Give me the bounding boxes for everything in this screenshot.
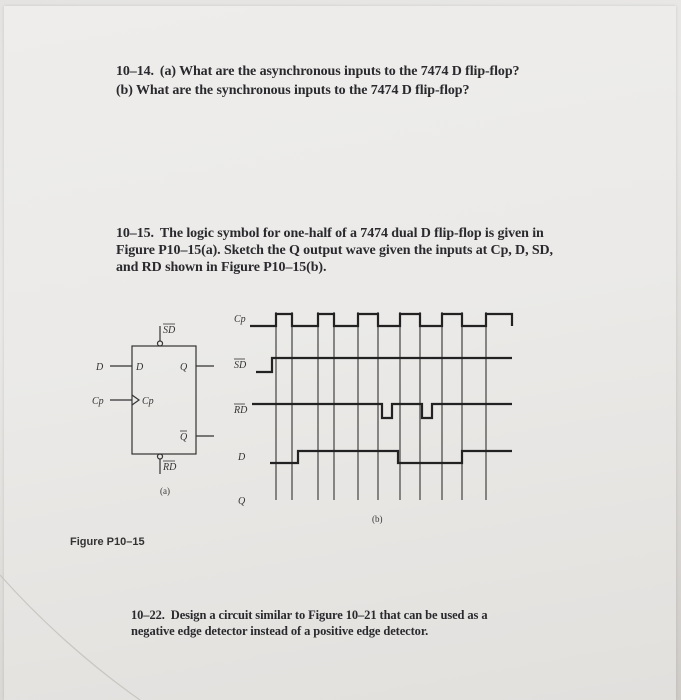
flip-flop-symbol bbox=[110, 326, 214, 474]
cp-pin-label: Cp bbox=[142, 396, 154, 407]
waveforms bbox=[250, 314, 512, 463]
problem-number: 10–15. bbox=[116, 226, 154, 241]
clock-triangle bbox=[132, 395, 139, 405]
cp-input-label: Cp bbox=[92, 396, 104, 407]
problem-number: 10–14. bbox=[116, 64, 154, 79]
signal-label-q: Q bbox=[238, 496, 246, 507]
rd-bubble bbox=[158, 454, 163, 459]
signal-label-cp: Cp bbox=[234, 314, 246, 325]
problem-text: (a) What are the asynchronous inputs to the 7474 D flip-flop? bbox=[159, 64, 520, 79]
d-pin-label: D bbox=[136, 362, 144, 373]
part-a-caption: (a) bbox=[160, 486, 170, 496]
signal-label-d: D bbox=[238, 452, 246, 463]
problem-10-22-line-2: negative edge detector instead of a positive edge detector. bbox=[131, 624, 429, 638]
q-label: Q bbox=[180, 362, 188, 373]
wave-d bbox=[270, 451, 512, 463]
wave-rd bbox=[252, 404, 512, 418]
part-b-caption: (b) bbox=[372, 514, 383, 524]
problem-10-15-line-2: Figure P10–15(a). Sketch the Q output wave given the inputs at Cp, D, SD, bbox=[116, 243, 553, 258]
qbar-label: Q bbox=[180, 432, 188, 443]
timing-diagram bbox=[233, 312, 512, 507]
wave-sd bbox=[256, 358, 512, 372]
d-input-label: D bbox=[96, 362, 104, 373]
problem-text: The logic symbol for one-half of a 7474 dual D flip-flop is given in bbox=[159, 226, 544, 241]
rd-label: RD bbox=[163, 462, 177, 473]
signal-label-rd: RD bbox=[234, 405, 248, 416]
problem-text: Design a circuit similar to Figure 10–21 that can be used as a bbox=[170, 608, 488, 622]
problem-number: 10–22. bbox=[131, 608, 165, 622]
figure-label: Figure P10–15 bbox=[70, 536, 145, 548]
problem-10-15-line-3: and RD shown in Figure P10–15(b). bbox=[116, 260, 327, 275]
problem-text: (b) What are the synchronous inputs to the 7474 D flip-flop? bbox=[116, 83, 470, 98]
wave-cp bbox=[250, 314, 512, 326]
signal-label-sd: SD bbox=[234, 360, 247, 371]
sd-bubble bbox=[158, 341, 163, 346]
sd-label: SD bbox=[163, 325, 176, 336]
